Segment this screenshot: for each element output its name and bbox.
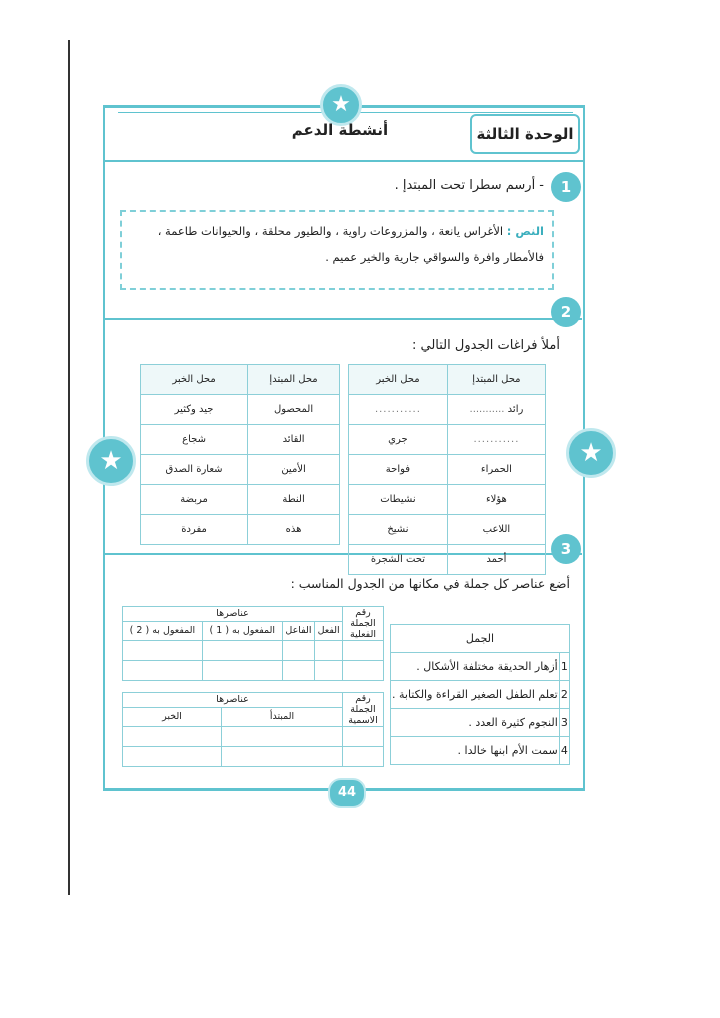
blank-cell[interactable]	[343, 661, 384, 681]
blank-cell[interactable]	[343, 747, 384, 767]
verbal-col-object2: المفعول به ( 2 )	[123, 621, 203, 640]
table-cell: رائد	[507, 404, 524, 415]
q3-number-badge: 3	[551, 534, 581, 564]
q3-instruction: أضع عناصر كل جملة في مكانها من الجدول المناسب :	[290, 576, 570, 591]
blank-cell[interactable]	[315, 641, 343, 661]
nominal-type-label: الاسمية	[348, 715, 378, 726]
blank-cell[interactable]	[282, 661, 315, 681]
table-row	[391, 681, 570, 709]
sentence-text: أزهار الحديقة مختلفة الأشكال .	[391, 653, 560, 681]
sentence-text: النجوم كثيرة العدد .	[391, 709, 560, 737]
verbal-type-label: الفعلية	[349, 629, 377, 640]
q3-verbal-table	[122, 606, 384, 681]
q2-instruction: أملأ فراغات الجدول التالي :	[411, 338, 560, 353]
verbal-elements-label: عناصرها	[123, 607, 343, 622]
blank-cell[interactable]	[222, 727, 343, 747]
sentence-number: 4	[559, 737, 569, 765]
blank-cell[interactable]	[123, 661, 203, 681]
q2-left-header-1: محل المبتدإ	[248, 365, 340, 395]
table-row	[123, 727, 384, 747]
table-row	[391, 625, 570, 653]
verbal-rank-cell	[343, 607, 384, 641]
verbal-col-verb: الفعل	[315, 621, 343, 640]
table-row	[141, 395, 340, 425]
table-cell: النطة	[248, 485, 340, 515]
right-star-icon: ★	[566, 428, 616, 478]
blank-cell[interactable]	[123, 727, 222, 747]
blank-dots[interactable]: ...........	[374, 404, 421, 415]
top-star-icon: ★	[320, 84, 362, 126]
blank-cell[interactable]	[315, 661, 343, 681]
table-cell: هؤلاء	[447, 485, 545, 515]
table-cell: تحت الشجرة	[349, 545, 448, 575]
q2-right-header-2: محل الخبر	[349, 365, 448, 395]
blank-cell[interactable]	[123, 641, 203, 661]
activity-title: أنشطة الدعم	[291, 121, 389, 139]
table-row	[123, 747, 384, 767]
sentence-number: 3	[559, 709, 569, 737]
blank-dots[interactable]: ...........	[473, 434, 520, 445]
verbal-rank-label: رقم الجملة	[350, 607, 376, 629]
nominal-col-mubtada: المبتدأ	[222, 707, 343, 726]
blank-cell[interactable]	[202, 661, 282, 681]
blank-cell[interactable]	[222, 747, 343, 767]
sentence-number: 1	[559, 653, 569, 681]
page-number: 44	[337, 785, 357, 800]
table-cell: شعارة الصدق	[141, 455, 248, 485]
nominal-rank-cell	[343, 693, 384, 727]
unit-label-box	[470, 114, 580, 154]
q1-text-box	[120, 210, 554, 290]
table-cell: مربضة	[141, 485, 248, 515]
table-row	[349, 395, 546, 425]
table-row	[141, 425, 340, 455]
table-row	[123, 693, 384, 708]
table-row	[391, 653, 570, 681]
q1-text-label: النص :	[506, 224, 544, 238]
blank-cell[interactable]	[343, 727, 384, 747]
table-row	[123, 641, 384, 661]
table-cell: الحمراء	[447, 455, 545, 485]
verbal-col-subject: الفاعل	[282, 621, 315, 640]
table-row	[349, 485, 546, 515]
table-row	[141, 485, 340, 515]
table-cell: فواحة	[349, 455, 448, 485]
table-cell: مفردة	[141, 515, 248, 545]
q2-number-badge: 2	[551, 297, 581, 327]
nominal-rank-label: رقم الجملة	[350, 693, 376, 715]
blank-dots[interactable]: ...........	[469, 404, 505, 415]
table-row	[123, 607, 384, 622]
q3-sentences-header: الجمل	[391, 625, 570, 653]
table-cell: هذه	[248, 515, 340, 545]
verbal-col-object1: المفعول به ( 1 )	[202, 621, 282, 640]
table-cell: الأمين	[248, 455, 340, 485]
sentence-text: تعلم الطفل الصغير القراءة والكتابة .	[391, 681, 560, 709]
page-left-margin-line	[68, 40, 70, 895]
q3-nominal-table	[122, 692, 384, 767]
table-row	[123, 661, 384, 681]
unit-label: الوحدة الثالثة	[476, 125, 574, 143]
table-cell: أحمد	[447, 545, 545, 575]
table-cell: اللاعب	[447, 515, 545, 545]
table-row	[141, 455, 340, 485]
q1-text-line1: الأغراس يانعة ، والمزروعات راوية ، والطيور محلقة ، والحيوانات طاعمة ،	[157, 224, 504, 238]
blank-cell[interactable]	[343, 641, 384, 661]
q2-right-table	[348, 364, 546, 575]
blank-cell[interactable]	[123, 747, 222, 767]
nominal-col-khabar: الخبر	[123, 707, 222, 726]
q3-sentences-table	[390, 624, 570, 765]
table-row	[391, 709, 570, 737]
table-cell: جيد وكثير	[141, 395, 248, 425]
table-cell: المحصول	[248, 395, 340, 425]
page-number-badge	[328, 778, 366, 808]
table-row	[349, 515, 546, 545]
blank-cell[interactable]	[282, 641, 315, 661]
table-cell: جري	[349, 425, 448, 455]
blank-cell[interactable]	[202, 641, 282, 661]
table-row	[349, 425, 546, 455]
nominal-elements-label: عناصرها	[123, 693, 343, 708]
frame-header-divider	[103, 160, 585, 162]
table-row	[391, 737, 570, 765]
q2-left-header-2: محل الخبر	[141, 365, 248, 395]
table-cell: القائد	[248, 425, 340, 455]
table-cell: شجاع	[141, 425, 248, 455]
q2-left-table	[140, 364, 340, 545]
table-cell: نشيطات	[349, 485, 448, 515]
q1-text-line2: فالأمطار وافرة والسواقي جارية والخير عميم .	[325, 250, 544, 264]
table-cell: نشيخ	[349, 515, 448, 545]
divider-q1-q2	[104, 318, 582, 320]
table-row	[349, 545, 546, 575]
q1-instruction: - أرسم سطرا تحت المبتدإ .	[394, 178, 544, 193]
q1-number-badge: 1	[551, 172, 581, 202]
left-star-icon: ★	[86, 436, 136, 486]
sentence-text: سمت الأم ابنها خالدا .	[391, 737, 560, 765]
table-row	[349, 455, 546, 485]
q2-right-header-1: محل المبتدإ	[447, 365, 545, 395]
sentence-number: 2	[559, 681, 569, 709]
table-row	[141, 515, 340, 545]
